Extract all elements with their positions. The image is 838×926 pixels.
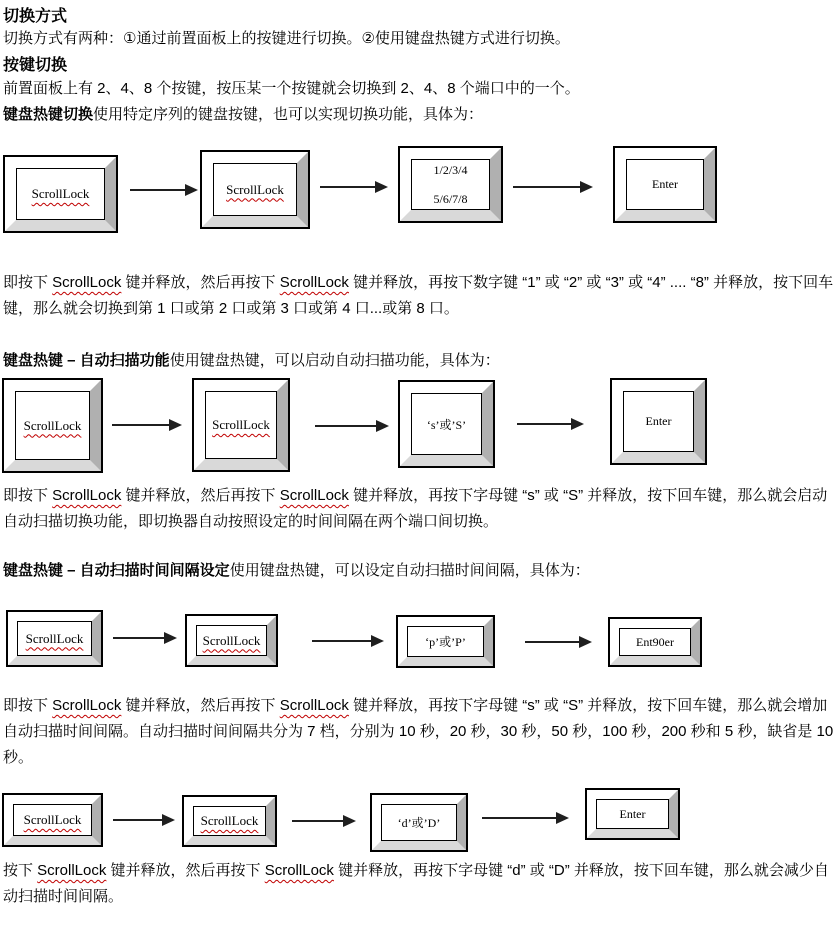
key-face bbox=[17, 621, 92, 656]
text-segment: 按下 bbox=[3, 862, 38, 879]
paragraph-panel-buttons: 前置面板上有 2、4、8 个按键，按压某一个按键就会切换到 2、4、8 个端口中的一个。 bbox=[3, 80, 580, 97]
key-bevel bbox=[372, 795, 466, 850]
text-segment: 键并释放，然后再按下 bbox=[106, 862, 265, 879]
key-label: ScrollLock bbox=[23, 417, 82, 433]
key-label: ScrollLock bbox=[23, 812, 82, 827]
key-label: ‘s’或’S’ bbox=[426, 417, 467, 432]
arrow-right-icon bbox=[320, 186, 386, 188]
text-segment: ScrollLock bbox=[52, 697, 122, 714]
key-label: ScrollLock bbox=[226, 181, 284, 197]
text-segment: ScrollLock bbox=[279, 487, 349, 504]
key-bevel bbox=[398, 617, 493, 666]
arrow-right-icon bbox=[517, 423, 582, 425]
paragraph-hotkey-intro bbox=[3, 102, 836, 128]
key-bevel bbox=[400, 382, 493, 466]
key-face bbox=[596, 799, 669, 829]
hotkey-diagram-interval-decrease bbox=[0, 786, 838, 852]
key-face bbox=[623, 391, 694, 452]
text-segment: 键盘热键 – 自动扫描时间间隔设定 bbox=[3, 562, 230, 579]
text-segment: 即按下 bbox=[3, 274, 53, 291]
keyboard-key-scrolllock bbox=[6, 610, 103, 667]
text-segment: 键并释放，然后再按下 bbox=[121, 697, 280, 714]
arrow-right-icon bbox=[112, 424, 180, 426]
text-segment: 键盘热键切换 bbox=[3, 106, 94, 123]
key-face bbox=[196, 625, 267, 656]
key-label: Enter bbox=[619, 806, 646, 821]
keyboard-key-enter bbox=[613, 146, 717, 223]
key-face bbox=[205, 391, 277, 459]
text-segment: 键并释放，再按下字母键 “d” 或 “D” 并释放，按下回车键，那么就会减少自动扫描时间间隔。 bbox=[3, 862, 829, 905]
keyboard-key-digits bbox=[398, 146, 503, 223]
text-segment: 使用键盘热键，可以启动自动扫描功能，具体为： bbox=[169, 352, 500, 369]
text-segment: 键并释放，再按下字母键 “s” 或 “S” 并释放，按下回车键，那么就会启动自动扫描切换功能，即切换器自动按照设定的时间间隔在两个端口间切换。 bbox=[3, 487, 828, 530]
key-bevel bbox=[610, 619, 700, 665]
key-label: Ent90er bbox=[636, 634, 674, 649]
keyboard-key-scrolllock bbox=[192, 378, 290, 472]
key-bevel bbox=[615, 148, 715, 221]
arrow-right-icon bbox=[130, 189, 196, 191]
key-bevel bbox=[400, 148, 501, 221]
text-segment: 键并释放，然后再按下 bbox=[121, 274, 280, 291]
arrow-right-icon bbox=[312, 640, 382, 642]
paragraph-after-row4 bbox=[3, 858, 836, 910]
paragraph-scan-heading bbox=[3, 348, 836, 374]
hotkey-diagram-interval-increase bbox=[0, 600, 838, 668]
key-bevel bbox=[187, 616, 276, 665]
arrow-right-icon bbox=[513, 186, 591, 188]
key-face bbox=[407, 626, 484, 657]
text-segment: 键盘热键 – 自动扫描功能 bbox=[3, 352, 170, 369]
keyboard-key-scrolllock bbox=[185, 614, 278, 667]
keyboard-key-scrolllock bbox=[2, 378, 103, 473]
paragraph-after-row2 bbox=[3, 483, 836, 535]
text-segment: ScrollLock bbox=[279, 697, 349, 714]
key-face bbox=[213, 163, 297, 216]
key-face bbox=[619, 628, 691, 656]
key-face bbox=[16, 168, 105, 220]
text-segment: ScrollLock bbox=[52, 274, 122, 291]
key-bevel bbox=[5, 157, 116, 231]
hotkey-diagram-auto-scan bbox=[0, 378, 838, 473]
key-label: ‘p’或’P’ bbox=[425, 635, 466, 649]
text-segment: 键并释放，再按下数字键 “1” 或 “2” 或 “3” 或 “4” .... “8” 并释放，按下回车键，那么就会切换到第 1 口或第 2 口或第 3 口或第 4 口...或第 8 口。 bbox=[3, 274, 834, 317]
key-label: 1/2/3/4 bbox=[433, 162, 468, 177]
arrow-right-icon bbox=[113, 819, 173, 821]
key-face bbox=[381, 804, 457, 841]
key-face bbox=[411, 159, 490, 210]
keyboard-key-scrolllock bbox=[3, 155, 118, 233]
arrow-right-icon bbox=[292, 820, 354, 822]
text-segment: ScrollLock bbox=[52, 487, 122, 504]
text-segment: ScrollLock bbox=[37, 862, 107, 879]
key-face bbox=[411, 393, 482, 455]
text-segment: 即按下 bbox=[3, 697, 53, 714]
key-face bbox=[15, 391, 90, 460]
paragraph-after-row1 bbox=[3, 270, 836, 322]
text-segment: 键并释放，然后再按下 bbox=[121, 487, 280, 504]
key-label: ‘d’或’D’ bbox=[397, 816, 441, 830]
keyboard-key-enter bbox=[585, 788, 680, 840]
text-segment: 键并释放，再按下字母键 “s” 或 “S” 并释放，按下回车键，那么就会增加自动扫描时间间隔。自动扫描时间间隔共分为 7 档，分别为 10 秒，20 秒，30 秒，50 秒，100 秒，200 秒和 5 秒，缺省是 10 秒。 bbox=[3, 697, 834, 766]
keyboard-key-enter bbox=[608, 617, 702, 667]
text-segment: ScrollLock bbox=[279, 274, 349, 291]
key-label: 5/6/7/8 bbox=[433, 191, 468, 206]
arrow-right-icon bbox=[482, 817, 567, 819]
key-label: Enter bbox=[652, 177, 678, 191]
key-bevel bbox=[4, 795, 101, 845]
key-label: ScrollLock bbox=[31, 186, 90, 201]
heading-button-switch: 按键切换 bbox=[3, 57, 68, 74]
paragraph-interval-heading bbox=[3, 558, 836, 584]
heading-switch-methods: 切换方式 bbox=[3, 8, 68, 25]
text-segment: 即按下 bbox=[3, 487, 53, 504]
arrow-right-icon bbox=[113, 637, 175, 639]
keyboard-key-letter-s bbox=[398, 380, 495, 468]
key-bevel bbox=[587, 790, 678, 838]
keyboard-key-scrolllock bbox=[2, 793, 103, 847]
key-label: ScrollLock bbox=[200, 813, 259, 828]
key-bevel bbox=[184, 797, 275, 845]
key-face bbox=[13, 804, 92, 836]
text-segment: ScrollLock bbox=[264, 862, 334, 879]
key-bevel bbox=[194, 380, 288, 470]
text-segment: 使用键盘热键，可以设定自动扫描时间间隔，具体为： bbox=[229, 562, 590, 579]
key-face bbox=[193, 806, 266, 836]
arrow-right-icon bbox=[315, 425, 387, 427]
key-label: ScrollLock bbox=[25, 630, 84, 646]
keyboard-key-letter-d bbox=[370, 793, 468, 852]
key-label: ScrollLock bbox=[202, 632, 261, 648]
keyboard-key-scrolllock bbox=[200, 150, 310, 229]
keyboard-key-letter-p bbox=[396, 615, 495, 668]
key-bevel bbox=[612, 380, 705, 463]
key-bevel bbox=[4, 380, 101, 471]
arrow-right-icon bbox=[525, 641, 590, 643]
key-label: ScrollLock bbox=[212, 417, 270, 432]
keyboard-key-enter bbox=[610, 378, 707, 465]
key-face bbox=[626, 159, 704, 210]
hotkey-diagram-port-switch bbox=[0, 146, 838, 234]
key-bevel bbox=[202, 152, 308, 227]
paragraph-intro: 切换方式有两种：①通过前置面板上的按键进行切换。②使用键盘热键方式进行切换。 bbox=[3, 30, 570, 47]
key-label: Enter bbox=[645, 414, 672, 428]
paragraph-after-row3 bbox=[3, 693, 836, 771]
keyboard-key-scrolllock bbox=[182, 795, 277, 847]
key-bevel bbox=[8, 612, 101, 665]
text-segment: 使用特定序列的键盘按键，也可以实现切换功能，具体为： bbox=[93, 106, 484, 123]
